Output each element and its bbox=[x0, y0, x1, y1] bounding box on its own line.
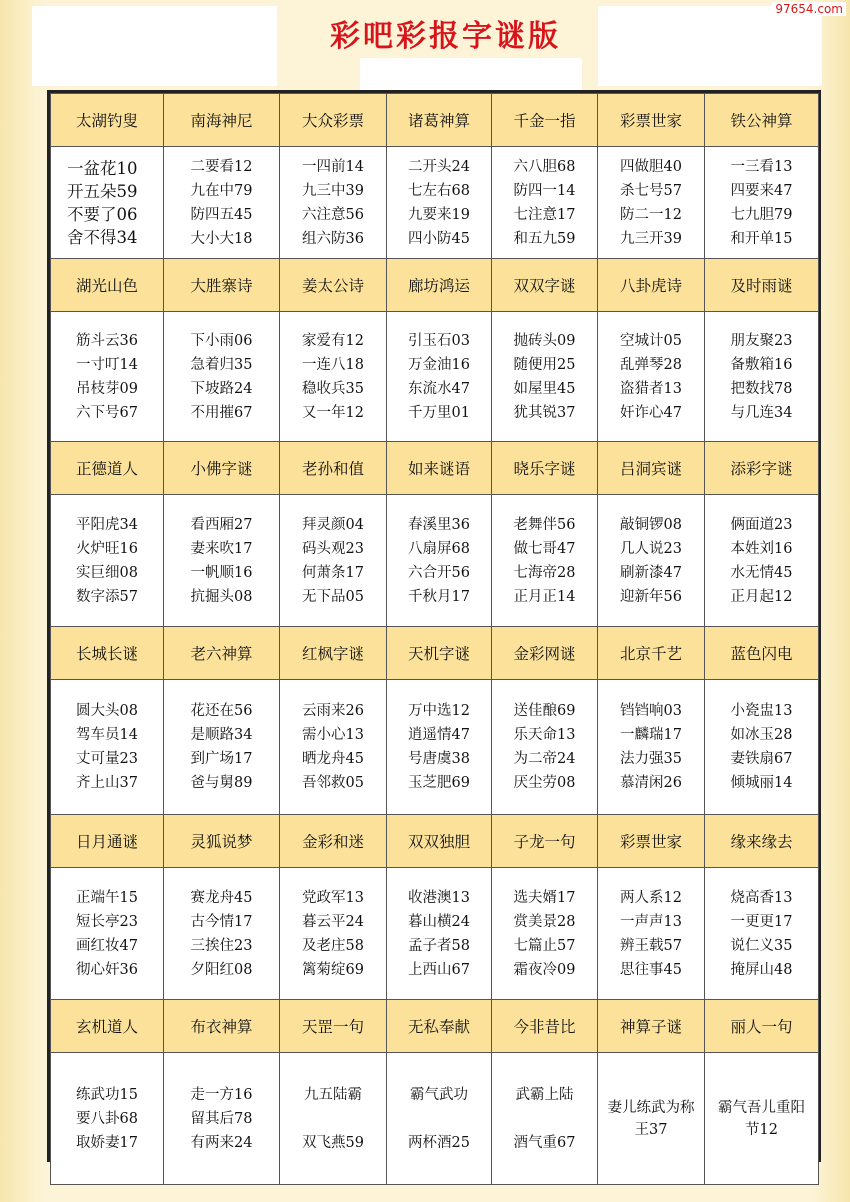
riddle-line: 倾城丽14 bbox=[730, 775, 793, 791]
riddle-line: 防四一14 bbox=[513, 182, 576, 199]
riddle-line: 号唐虞38 bbox=[408, 751, 470, 767]
riddle-line: 法力强35 bbox=[620, 751, 682, 767]
column-author-header: 双双字谜 bbox=[492, 259, 598, 312]
riddle-row bbox=[51, 1053, 819, 1185]
column-author-header: 蓝色闪电 bbox=[705, 627, 819, 680]
riddle-line: 七海帝28 bbox=[513, 564, 576, 581]
riddle-line: 六合开56 bbox=[408, 564, 470, 581]
column-author-header: 子龙一句 bbox=[492, 815, 598, 868]
riddle-line: 铛铛响03 bbox=[620, 703, 682, 719]
riddle-line: 敲铜锣08 bbox=[620, 516, 682, 533]
riddle-line: 武霸上陆 bbox=[515, 1086, 574, 1103]
riddle-line: 四要来47 bbox=[730, 182, 793, 199]
riddle-cell bbox=[280, 1053, 387, 1185]
riddle-line: 要八卦68 bbox=[76, 1110, 138, 1127]
riddle-line: 取娇妻17 bbox=[76, 1134, 138, 1151]
riddle-line: 二开头24 bbox=[408, 158, 470, 175]
riddle-row bbox=[51, 868, 819, 1000]
riddle-line: 水无情45 bbox=[730, 564, 793, 581]
riddle-line: 厌尘劳08 bbox=[513, 775, 576, 791]
riddle-line: 数字添57 bbox=[76, 588, 138, 605]
riddle-line: 又一年12 bbox=[302, 404, 364, 421]
riddle-cell bbox=[387, 680, 492, 815]
column-author-header: 天罡一句 bbox=[280, 1000, 387, 1053]
column-author-header: 缘来缘去 bbox=[705, 815, 819, 868]
riddle-line: 是顺路34 bbox=[190, 727, 253, 743]
riddle-cell bbox=[164, 868, 280, 1000]
riddle-line: 四小防45 bbox=[408, 230, 470, 247]
riddle-line: 到广场17 bbox=[190, 751, 253, 767]
riddle-line: 逍遥情47 bbox=[408, 727, 470, 743]
riddle-line: 驾车员14 bbox=[76, 727, 138, 743]
riddle-line: 平阳虎34 bbox=[76, 516, 138, 533]
riddle-line: 九三开39 bbox=[620, 230, 682, 247]
riddle-line: 花还在56 bbox=[190, 703, 253, 719]
column-author-header: 丽人一句 bbox=[705, 1000, 819, 1053]
riddle-cell bbox=[51, 868, 164, 1000]
riddle-line: 赛龙舟45 bbox=[190, 889, 253, 906]
column-author-header: 彩票世家 bbox=[598, 94, 705, 147]
riddle-line: 开五朵59 bbox=[67, 181, 138, 201]
riddle-line: 老舞伴56 bbox=[513, 516, 576, 533]
riddle-line: 上西山67 bbox=[408, 961, 470, 978]
column-author-header: 诸葛神算 bbox=[387, 94, 492, 147]
riddle-line: 七九胆79 bbox=[730, 206, 793, 223]
column-author-header: 正德道人 bbox=[51, 442, 164, 495]
column-author-header: 大众彩票 bbox=[280, 94, 387, 147]
riddle-cell bbox=[598, 495, 705, 627]
riddle-line: 奸诈心47 bbox=[620, 404, 682, 421]
column-author-header: 彩票世家 bbox=[598, 815, 705, 868]
header-row bbox=[51, 1000, 819, 1053]
riddle-cell bbox=[387, 1053, 492, 1185]
riddle-line: 一更更17 bbox=[730, 913, 793, 930]
riddle-line: 正端午15 bbox=[76, 889, 138, 906]
riddle-line: 三挨住23 bbox=[190, 937, 253, 954]
column-author-header: 红枫字谜 bbox=[280, 627, 387, 680]
riddle-row bbox=[51, 147, 819, 259]
riddle-cell bbox=[164, 680, 280, 815]
column-author-header: 吕洞宾谜 bbox=[598, 442, 705, 495]
column-author-header: 灵狐说梦 bbox=[164, 815, 280, 868]
riddle-line: 防四五45 bbox=[190, 206, 253, 223]
riddle-line: 正月起12 bbox=[730, 588, 793, 605]
riddle-line: 六八胆68 bbox=[513, 158, 576, 175]
column-author-header: 南海神尼 bbox=[164, 94, 280, 147]
riddle-line: 千秋月17 bbox=[408, 588, 470, 605]
riddle-cell bbox=[280, 495, 387, 627]
column-author-header: 金彩和迷 bbox=[280, 815, 387, 868]
riddle-line: 下小雨06 bbox=[190, 332, 253, 349]
riddle-line: 选夫婿17 bbox=[513, 889, 576, 906]
column-author-header: 八卦虎诗 bbox=[598, 259, 705, 312]
riddle-line: 画红妆47 bbox=[76, 937, 138, 954]
column-author-header: 布衣神算 bbox=[164, 1000, 280, 1053]
riddle-line: 组六防36 bbox=[302, 230, 364, 247]
riddle-line: 无下品05 bbox=[302, 588, 364, 605]
riddle-line: 一麟瑞17 bbox=[620, 727, 682, 743]
riddle-line: 赏美景28 bbox=[513, 913, 576, 930]
column-author-header: 今非昔比 bbox=[492, 1000, 598, 1053]
riddle-line: 四做胆40 bbox=[620, 158, 682, 175]
left-gradient-border bbox=[0, 0, 45, 1202]
riddle-line: 圆大头08 bbox=[76, 703, 138, 719]
riddle-line: 码头观23 bbox=[302, 540, 364, 557]
riddle-line: 古今情17 bbox=[190, 913, 253, 930]
riddle-line: 夕阳红08 bbox=[190, 961, 253, 978]
riddle-line: 东流水47 bbox=[408, 380, 470, 397]
riddle-line: 暮山横24 bbox=[408, 913, 470, 930]
riddle-line: 丈可量23 bbox=[76, 751, 138, 767]
column-author-header: 金彩网谜 bbox=[492, 627, 598, 680]
riddle-line: 暮云平24 bbox=[302, 913, 364, 930]
riddle-line: 乱弹琴28 bbox=[620, 356, 682, 373]
riddle-line: 春溪里36 bbox=[408, 516, 470, 533]
blank-box-right bbox=[598, 6, 822, 86]
riddle-line: 慕清闲26 bbox=[620, 775, 682, 791]
column-author-header: 玄机道人 bbox=[51, 1000, 164, 1053]
column-author-header: 太湖钓叟 bbox=[51, 94, 164, 147]
header-row bbox=[51, 259, 819, 312]
riddle-line: 大小大18 bbox=[190, 230, 253, 247]
column-author-header: 小佛字谜 bbox=[164, 442, 280, 495]
column-author-header: 千金一指 bbox=[492, 94, 598, 147]
riddle-line: 一帆顺16 bbox=[190, 564, 253, 581]
riddle-line: 看西厢27 bbox=[190, 516, 253, 533]
header-row bbox=[51, 627, 819, 680]
riddle-row bbox=[51, 312, 819, 442]
riddle-line: 思往事45 bbox=[620, 961, 682, 978]
riddle-line: 杀七号57 bbox=[620, 182, 682, 199]
column-author-header: 如来谜语 bbox=[387, 442, 492, 495]
riddle-line: 走一方16 bbox=[190, 1086, 253, 1103]
riddle-line: 齐上山37 bbox=[76, 775, 138, 791]
riddle-line: 孟子者58 bbox=[408, 937, 470, 954]
riddle-line: 空城计05 bbox=[620, 332, 682, 349]
riddle-line: 乐天命13 bbox=[513, 727, 576, 743]
riddle-line: 七注意17 bbox=[513, 206, 576, 223]
riddle-table-frame bbox=[47, 90, 821, 1162]
riddle-line: 一声声13 bbox=[620, 913, 682, 930]
column-author-header: 老孙和值 bbox=[280, 442, 387, 495]
column-author-header: 姜太公诗 bbox=[280, 259, 387, 312]
riddle-line: 一三看13 bbox=[730, 158, 793, 175]
column-author-header: 廊坊鸿运 bbox=[387, 259, 492, 312]
site-watermark: 97654.com bbox=[772, 2, 846, 16]
riddle-line: 备敷箱16 bbox=[730, 356, 793, 373]
riddle-line: 七左右68 bbox=[408, 182, 470, 199]
riddle-line: 酒气重67 bbox=[513, 1134, 576, 1151]
riddle-line: 篱菊绽69 bbox=[302, 961, 364, 978]
riddle-line: 掩屏山48 bbox=[730, 961, 793, 978]
riddle-line: 舍不得34 bbox=[67, 227, 138, 247]
riddle-cell bbox=[280, 312, 387, 442]
riddle-line: 万中选12 bbox=[408, 703, 470, 719]
riddle-line: 急着归35 bbox=[190, 356, 253, 373]
riddle-line: 如屋里45 bbox=[513, 380, 576, 397]
riddle-cell bbox=[705, 147, 819, 259]
riddle-cell bbox=[598, 312, 705, 442]
column-author-header: 天机字谜 bbox=[387, 627, 492, 680]
riddle-cell bbox=[492, 147, 598, 259]
riddle-cell bbox=[598, 147, 705, 259]
riddle-line: 两杯酒25 bbox=[408, 1134, 470, 1151]
riddle-line: 烧高香13 bbox=[730, 889, 793, 906]
riddle-line: 妻儿练武为称王37 bbox=[607, 1099, 695, 1138]
riddle-cell bbox=[164, 1053, 280, 1185]
riddle-line: 本姓刘16 bbox=[730, 540, 793, 557]
riddle-line: 两人系12 bbox=[620, 889, 682, 906]
column-author-header: 铁公神算 bbox=[705, 94, 819, 147]
riddle-cell bbox=[492, 1053, 598, 1185]
riddle-cell bbox=[164, 312, 280, 442]
riddle-cell bbox=[705, 495, 819, 627]
header-row bbox=[51, 94, 819, 147]
riddle-line: 一四前14 bbox=[302, 158, 364, 175]
riddle-cell bbox=[387, 147, 492, 259]
riddle-line: 留其后78 bbox=[190, 1110, 253, 1127]
riddle-line: 何萧条17 bbox=[302, 564, 364, 581]
riddle-cell bbox=[280, 680, 387, 815]
riddle-cell bbox=[705, 680, 819, 815]
riddle-line: 练武功15 bbox=[76, 1086, 138, 1103]
riddle-line: 爸与舅89 bbox=[190, 775, 253, 791]
riddle-line: 七篇止57 bbox=[513, 937, 576, 954]
riddle-line: 做七哥47 bbox=[513, 540, 576, 557]
riddle-line: 犹其锐37 bbox=[513, 404, 576, 421]
riddle-line: 稳收兵35 bbox=[302, 380, 364, 397]
riddle-line: 六下号67 bbox=[76, 404, 138, 421]
riddle-line: 引玉石03 bbox=[408, 332, 470, 349]
riddle-cell bbox=[387, 868, 492, 1000]
riddle-line: 九三中39 bbox=[302, 182, 364, 199]
riddle-cell bbox=[51, 312, 164, 442]
column-author-header: 长城长谜 bbox=[51, 627, 164, 680]
riddle-cell bbox=[387, 495, 492, 627]
riddle-line: 妻来吹17 bbox=[190, 540, 253, 557]
riddle-line: 朋友聚23 bbox=[730, 332, 793, 349]
riddle-line: 把数找78 bbox=[730, 380, 793, 397]
riddle-line: 党政军13 bbox=[302, 889, 364, 906]
riddle-line: 八扇屏68 bbox=[408, 540, 470, 557]
riddle-line: 六注意56 bbox=[302, 206, 364, 223]
riddle-line: 为二帝24 bbox=[513, 751, 576, 767]
riddle-line: 及老庄58 bbox=[302, 937, 364, 954]
riddle-line: 下坡路24 bbox=[190, 380, 253, 397]
riddle-line: 防二一12 bbox=[620, 206, 682, 223]
riddle-row bbox=[51, 680, 819, 815]
column-author-header: 双双独胆 bbox=[387, 815, 492, 868]
column-author-header: 大胜寨诗 bbox=[164, 259, 280, 312]
riddle-cell bbox=[492, 868, 598, 1000]
riddle-line: 拜灵颜04 bbox=[302, 516, 364, 533]
riddle-line: 收港澳13 bbox=[408, 889, 470, 906]
riddle-line: 盗猎者13 bbox=[620, 380, 682, 397]
riddle-line: 双飞燕59 bbox=[302, 1134, 364, 1151]
column-author-header: 老六神算 bbox=[164, 627, 280, 680]
riddle-cell bbox=[280, 868, 387, 1000]
riddle-cell bbox=[51, 680, 164, 815]
riddle-cell bbox=[705, 312, 819, 442]
column-author-header: 添彩字谜 bbox=[705, 442, 819, 495]
riddle-line: 辨王载57 bbox=[620, 937, 682, 954]
riddle-line: 抗掘头08 bbox=[190, 588, 253, 605]
riddle-line: 九要来19 bbox=[408, 206, 470, 223]
riddle-line: 随便用25 bbox=[513, 356, 576, 373]
riddle-line: 短长亭23 bbox=[76, 913, 138, 930]
riddle-line: 筋斗云36 bbox=[76, 332, 138, 349]
riddle-line: 抛砖头09 bbox=[513, 332, 576, 349]
riddle-line: 送佳酿69 bbox=[513, 703, 576, 719]
blank-box-left bbox=[32, 6, 277, 86]
riddle-line: 和开单15 bbox=[730, 230, 793, 247]
riddle-line: 妻铁扇67 bbox=[730, 751, 793, 767]
column-author-header: 无私奉献 bbox=[387, 1000, 492, 1053]
riddle-line: 刷新漆47 bbox=[620, 564, 682, 581]
riddle-table bbox=[50, 93, 819, 1185]
riddle-line: 需小心13 bbox=[302, 727, 364, 743]
riddle-line: 家爱有12 bbox=[302, 332, 364, 349]
riddle-line: 霸气吾儿重阳节12 bbox=[718, 1099, 805, 1138]
riddle-line: 小瓷盅13 bbox=[730, 703, 793, 719]
header-row bbox=[51, 442, 819, 495]
column-author-header: 神算子谜 bbox=[598, 1000, 705, 1053]
riddle-row bbox=[51, 495, 819, 627]
riddle-line: 九在中79 bbox=[190, 182, 253, 199]
riddle-cell bbox=[492, 495, 598, 627]
riddle-cell bbox=[51, 1053, 164, 1185]
column-author-header: 晓乐字谜 bbox=[492, 442, 598, 495]
column-author-header: 湖光山色 bbox=[51, 259, 164, 312]
riddle-line: 俩面道23 bbox=[730, 516, 793, 533]
riddle-cell bbox=[598, 1053, 705, 1185]
riddle-line: 一盆花10 bbox=[67, 158, 138, 178]
riddle-line: 实巨细08 bbox=[76, 564, 138, 581]
riddle-line: 云雨来26 bbox=[302, 703, 364, 719]
riddle-line: 说仁义35 bbox=[730, 937, 793, 954]
riddle-cell bbox=[492, 680, 598, 815]
riddle-cell bbox=[280, 147, 387, 259]
riddle-line: 与几连34 bbox=[730, 404, 793, 421]
header-row bbox=[51, 815, 819, 868]
blank-box-center bbox=[360, 58, 582, 92]
riddle-cell bbox=[51, 147, 164, 259]
riddle-line: 彻心奸36 bbox=[76, 961, 138, 978]
riddle-cell bbox=[492, 312, 598, 442]
riddle-line: 不要了06 bbox=[67, 204, 138, 224]
column-author-header: 北京千艺 bbox=[598, 627, 705, 680]
riddle-line: 千万里01 bbox=[408, 404, 470, 421]
riddle-line: 几人说23 bbox=[620, 540, 682, 557]
riddle-line: 霜夜冷09 bbox=[513, 961, 576, 978]
riddle-cell bbox=[598, 680, 705, 815]
riddle-line: 有两来24 bbox=[190, 1134, 253, 1151]
riddle-cell bbox=[387, 312, 492, 442]
riddle-cell bbox=[705, 1053, 819, 1185]
riddle-line: 如冰玉28 bbox=[730, 727, 793, 743]
riddle-line: 一寸叮14 bbox=[76, 356, 138, 373]
riddle-line: 一连八18 bbox=[302, 356, 364, 373]
riddle-cell bbox=[705, 868, 819, 1000]
riddle-line: 二要看12 bbox=[190, 158, 253, 175]
riddle-line: 不用摧67 bbox=[190, 404, 253, 421]
riddle-line: 吾邻救05 bbox=[302, 775, 364, 791]
page-title: 彩吧彩报字谜版 bbox=[330, 19, 561, 54]
riddle-line: 火炉旺16 bbox=[76, 540, 138, 557]
riddle-line: 玉芝肥69 bbox=[408, 775, 470, 791]
riddle-line: 正月正14 bbox=[513, 588, 576, 605]
riddle-line: 晒龙舟45 bbox=[302, 751, 364, 767]
riddle-line: 和五九59 bbox=[513, 230, 576, 247]
riddle-cell bbox=[598, 868, 705, 1000]
riddle-line: 吊枝芽09 bbox=[76, 380, 138, 397]
riddle-cell bbox=[51, 495, 164, 627]
riddle-line: 迎新年56 bbox=[620, 588, 682, 605]
riddle-cell bbox=[164, 147, 280, 259]
riddle-line: 万金油16 bbox=[408, 356, 470, 373]
riddle-cell bbox=[164, 495, 280, 627]
riddle-line: 霸气武功 bbox=[410, 1086, 468, 1103]
column-author-header: 日月通谜 bbox=[51, 815, 164, 868]
riddle-line: 九五陆霸 bbox=[304, 1086, 362, 1103]
column-author-header: 及时雨谜 bbox=[705, 259, 819, 312]
